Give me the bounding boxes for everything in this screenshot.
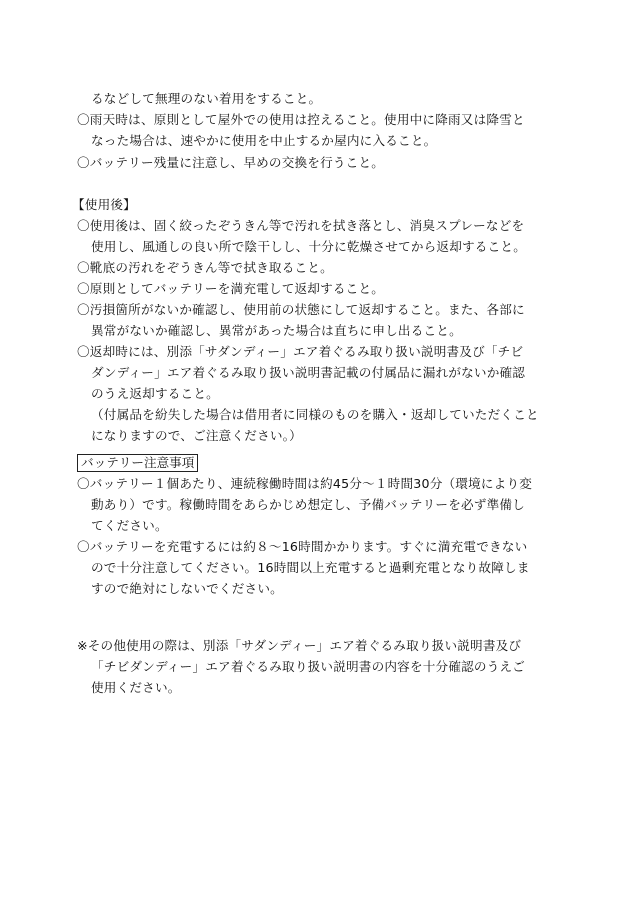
text-line: 〇バッテリー残量に注意し、早めの交換を行うこと。 bbox=[77, 155, 385, 170]
text-line: なった場合は、速やかに使用を中止するか屋内に入ること。 bbox=[91, 133, 437, 148]
text-line: 使用し、風通しの良い所で陰干しし、十分に乾燥させてから返却すること。 bbox=[91, 239, 526, 254]
text-line: ダンディー」エア着ぐるみ取り扱い説明書記載の付属品に漏れがないか確認 bbox=[91, 365, 526, 380]
text-line: 〇返却時には、別添「サダンディー」エア着ぐるみ取り扱い説明書及び「チビ bbox=[77, 344, 524, 359]
section-heading-after-use: 【使用後】 bbox=[72, 197, 136, 212]
text-line: 〇汚損箇所がないか確認し、使用前の状態にして返却すること。また、各部に bbox=[77, 302, 525, 317]
text-line: るなどして無理のない着用をすること。 bbox=[91, 91, 322, 106]
text-line: 〇使用後は、固く絞ったぞうきん等で汚れを拭き落とし、消臭スプレーなどを bbox=[77, 218, 525, 233]
text-line: すので絶対にしないでください。 bbox=[91, 581, 283, 596]
text-line: になりますので、ご注意ください。） bbox=[91, 428, 302, 443]
note-line: 使用ください。 bbox=[91, 680, 181, 695]
text-line: 異常がないか確認し、異常があった場合は直ちに申し出ること。 bbox=[91, 323, 462, 338]
text-line: 動あり）です。稼働時間をあらかじめ想定し、予備バッテリーを必ず準備し bbox=[91, 497, 525, 512]
text-line: のうえ返却すること。 bbox=[91, 386, 219, 401]
text-line: 〇バッテリーを充電するには約８～16時間かかります。すぐに満充電できない bbox=[77, 539, 528, 554]
text-line: ので十分注意してください。16時間以上充電すると過剰充電となり故障しま bbox=[91, 560, 530, 575]
text-line: 〇バッテリー１個あたり、連続稼働時間は約45分～１時間30分（環境により変 bbox=[77, 476, 533, 491]
text-line: てください。 bbox=[91, 518, 168, 533]
text-line: 〇靴底の汚れをぞうきん等で拭き取ること。 bbox=[77, 260, 333, 275]
note-line: ※その他使用の際は、別添「サダンディー」エア着ぐるみ取り扱い説明書及び bbox=[77, 638, 522, 653]
note-line: 「チビダンディー」エア着ぐるみ取り扱い説明書の内容を十分確認のうえご bbox=[91, 659, 526, 674]
battery-notes-heading: バッテリー注意事項 bbox=[77, 454, 198, 472]
text-line: （付属品を紛失した場合は借用者に同様のものを購入・返却していただくこと bbox=[91, 407, 539, 422]
text-line: 〇雨天時は、原則として屋外での使用は控えること。使用中に降雨又は降雪と bbox=[77, 112, 525, 127]
text-line: 〇原則としてバッテリーを満充電して返却すること。 bbox=[77, 281, 385, 296]
